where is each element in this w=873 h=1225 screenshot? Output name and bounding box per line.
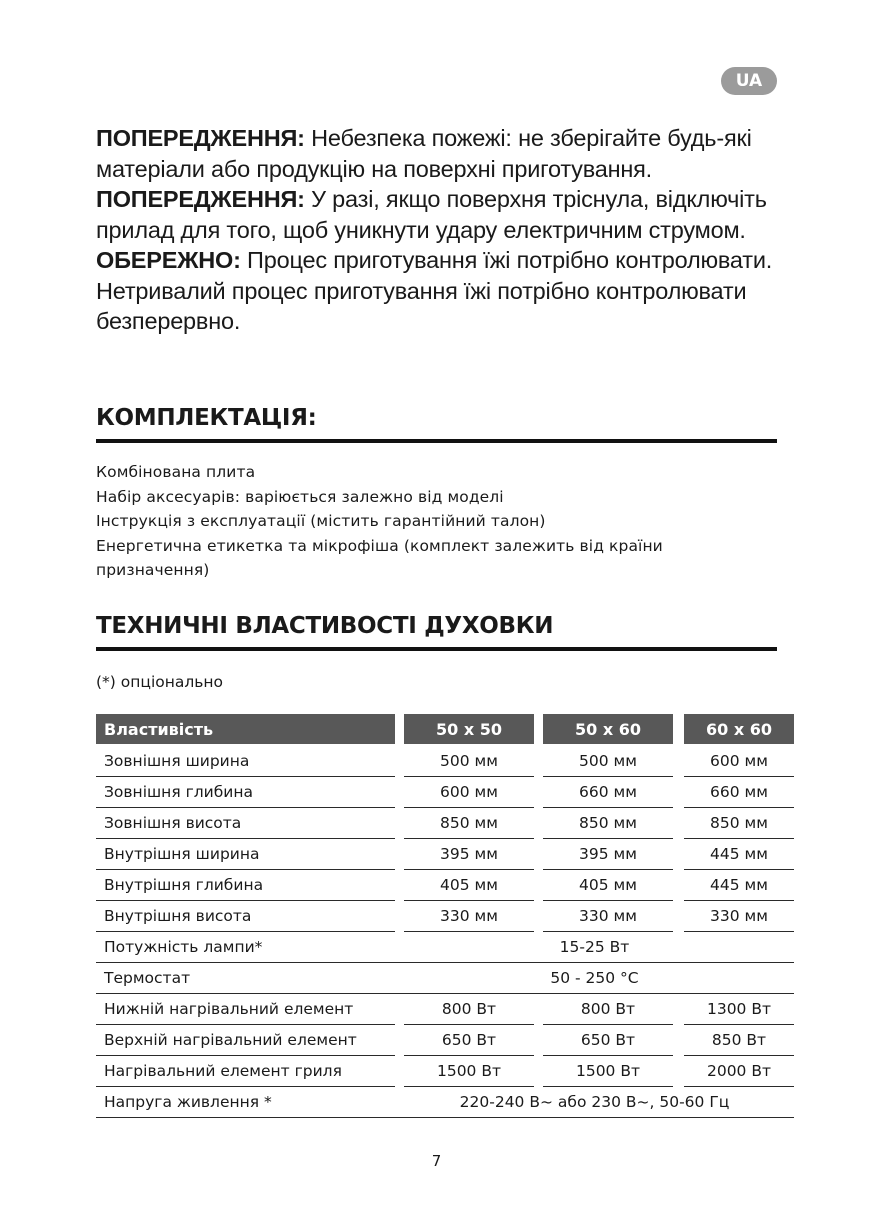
- cell-gap: [534, 777, 543, 808]
- list-item: Комбінована плита: [96, 463, 256, 481]
- table-row: [96, 1056, 794, 1087]
- value-50x60: 800 Вт: [543, 994, 673, 1025]
- property-name: Термостат: [96, 963, 395, 994]
- cell-gap: [395, 901, 404, 932]
- table-row: [96, 745, 794, 777]
- list-item: Інструкція з експлуатації (містить гарантійний талон): [96, 512, 546, 530]
- cell-gap: [673, 777, 684, 808]
- value-60x60: 445 мм: [684, 870, 794, 901]
- cell-gap: [534, 870, 543, 901]
- optional-note: (*) опціонально: [96, 673, 224, 691]
- value-50x50: 405 мм: [404, 870, 534, 901]
- value-50x50: 850 мм: [404, 808, 534, 839]
- warning-label: ПОПЕРЕДЖЕННЯ:: [96, 125, 305, 151]
- value-50x60: 650 Вт: [543, 1025, 673, 1056]
- value-60x60: 850 мм: [684, 808, 794, 839]
- value-50x60: 1500 Вт: [543, 1056, 673, 1087]
- property-name: Зовнішня глибина: [96, 777, 395, 808]
- table-row: [96, 1025, 794, 1056]
- list-item: Набір аксесуарів: варіюється залежно від моделі: [96, 487, 504, 506]
- value-50x50: 1500 Вт: [404, 1056, 534, 1087]
- package-contents-list: [96, 460, 756, 583]
- caution-text: Процес приготування їжі потрібно контролювати. Нетривалий процес приготування їжі потрібно контролювати безперервно.: [96, 247, 773, 334]
- cell-gap: [534, 745, 543, 777]
- property-name: Нижній нагрівальний елемент: [96, 994, 395, 1025]
- cell-gap: [395, 1025, 404, 1056]
- value-60x60: 1300 Вт: [684, 994, 794, 1025]
- table-row: [96, 808, 794, 839]
- language-badge: UA: [721, 67, 777, 95]
- property-value: 220-240 В~ або 230 В~, 50-60 Гц: [395, 1087, 794, 1118]
- header-gap: [395, 714, 404, 745]
- header-60x60: 60 x 60: [684, 714, 794, 745]
- cell-gap: [395, 870, 404, 901]
- cell-gap: [395, 1056, 404, 1087]
- table-row: [96, 777, 794, 808]
- value-50x60: 500 мм: [543, 745, 673, 777]
- value-50x50: 600 мм: [404, 777, 534, 808]
- specs-table: [96, 714, 794, 1118]
- cell-gap: [534, 901, 543, 932]
- page-number: 7: [431, 1152, 442, 1170]
- cell-gap: [395, 777, 404, 808]
- header-gap: [673, 714, 684, 745]
- value-60x60: 660 мм: [684, 777, 794, 808]
- property-name: Внутрішня висота: [96, 901, 395, 932]
- cell-gap: [534, 1025, 543, 1056]
- section-title-tech: ТЕХНИЧНІ ВЛАСТИВОСТІ ДУХОВКИ: [96, 613, 777, 651]
- cell-gap: [673, 839, 684, 870]
- value-50x60: 405 мм: [543, 870, 673, 901]
- value-60x60: 330 мм: [684, 901, 794, 932]
- property-name: Внутрішня ширина: [96, 839, 395, 870]
- value-60x60: 850 Вт: [684, 1025, 794, 1056]
- header-50x50: 50 x 50: [404, 714, 534, 745]
- cell-gap: [673, 870, 684, 901]
- property-value: 50 - 250 °C: [395, 963, 794, 994]
- property-name: Нагрівальний елемент гриля: [96, 1056, 395, 1087]
- header-property: Властивість: [96, 714, 395, 745]
- cell-gap: [673, 1056, 684, 1087]
- value-50x60: 660 мм: [543, 777, 673, 808]
- section-title-kompl: КОМПЛЕКТАЦІЯ:: [96, 405, 777, 443]
- table-row: [96, 932, 794, 963]
- cell-gap: [673, 994, 684, 1025]
- warnings-block: [96, 123, 796, 337]
- value-50x60: 330 мм: [543, 901, 673, 932]
- table-row: [96, 901, 794, 932]
- cell-gap: [534, 808, 543, 839]
- table-row: [96, 870, 794, 901]
- list-item: Енергетична етикетка та мікрофіша (комплект залежить від країни призначення): [96, 536, 663, 579]
- property-name: Напруга живлення *: [96, 1087, 395, 1118]
- property-name: Зовнішня висота: [96, 808, 395, 839]
- cell-gap: [534, 839, 543, 870]
- value-50x50: 500 мм: [404, 745, 534, 777]
- header-50x60: 50 x 60: [543, 714, 673, 745]
- cell-gap: [395, 839, 404, 870]
- property-value: 15-25 Вт: [395, 932, 794, 963]
- table-row: [96, 994, 794, 1025]
- cell-gap: [395, 994, 404, 1025]
- caution-control: [96, 245, 796, 337]
- cell-gap: [395, 808, 404, 839]
- cell-gap: [673, 1025, 684, 1056]
- caution-label: ОБЕРЕЖНО:: [96, 247, 241, 273]
- table-row: [96, 963, 794, 994]
- value-50x50: 395 мм: [404, 839, 534, 870]
- property-name: Потужність лампи*: [96, 932, 395, 963]
- value-50x50: 800 Вт: [404, 994, 534, 1025]
- cell-gap: [673, 808, 684, 839]
- header-gap: [534, 714, 543, 745]
- table-row: [96, 1087, 794, 1118]
- cell-gap: [673, 901, 684, 932]
- value-60x60: 2000 Вт: [684, 1056, 794, 1087]
- value-50x60: 850 мм: [543, 808, 673, 839]
- warning-text: У разі, якщо поверхня тріснула, відключіть прилад для того, щоб уникнути удару електричним струмом.: [96, 186, 767, 243]
- property-name: Внутрішня глибина: [96, 870, 395, 901]
- warning-fire: [96, 123, 796, 184]
- value-60x60: 445 мм: [684, 839, 794, 870]
- warning-text: Небезпека пожежі: не зберігайте будь-які матеріали або продукцію на поверхні приготування.: [96, 125, 752, 182]
- property-name: Верхній нагрівальний елемент: [96, 1025, 395, 1056]
- value-50x50: 650 Вт: [404, 1025, 534, 1056]
- cell-gap: [534, 994, 543, 1025]
- value-50x50: 330 мм: [404, 901, 534, 932]
- warning-label: ПОПЕРЕДЖЕННЯ:: [96, 186, 305, 212]
- value-60x60: 600 мм: [684, 745, 794, 777]
- table-header-row: [96, 714, 794, 745]
- cell-gap: [395, 745, 404, 777]
- property-name: Зовнішня ширина: [96, 745, 395, 777]
- warning-crack: [96, 184, 796, 245]
- table-row: [96, 839, 794, 870]
- cell-gap: [673, 745, 684, 777]
- cell-gap: [534, 1056, 543, 1087]
- value-50x60: 395 мм: [543, 839, 673, 870]
